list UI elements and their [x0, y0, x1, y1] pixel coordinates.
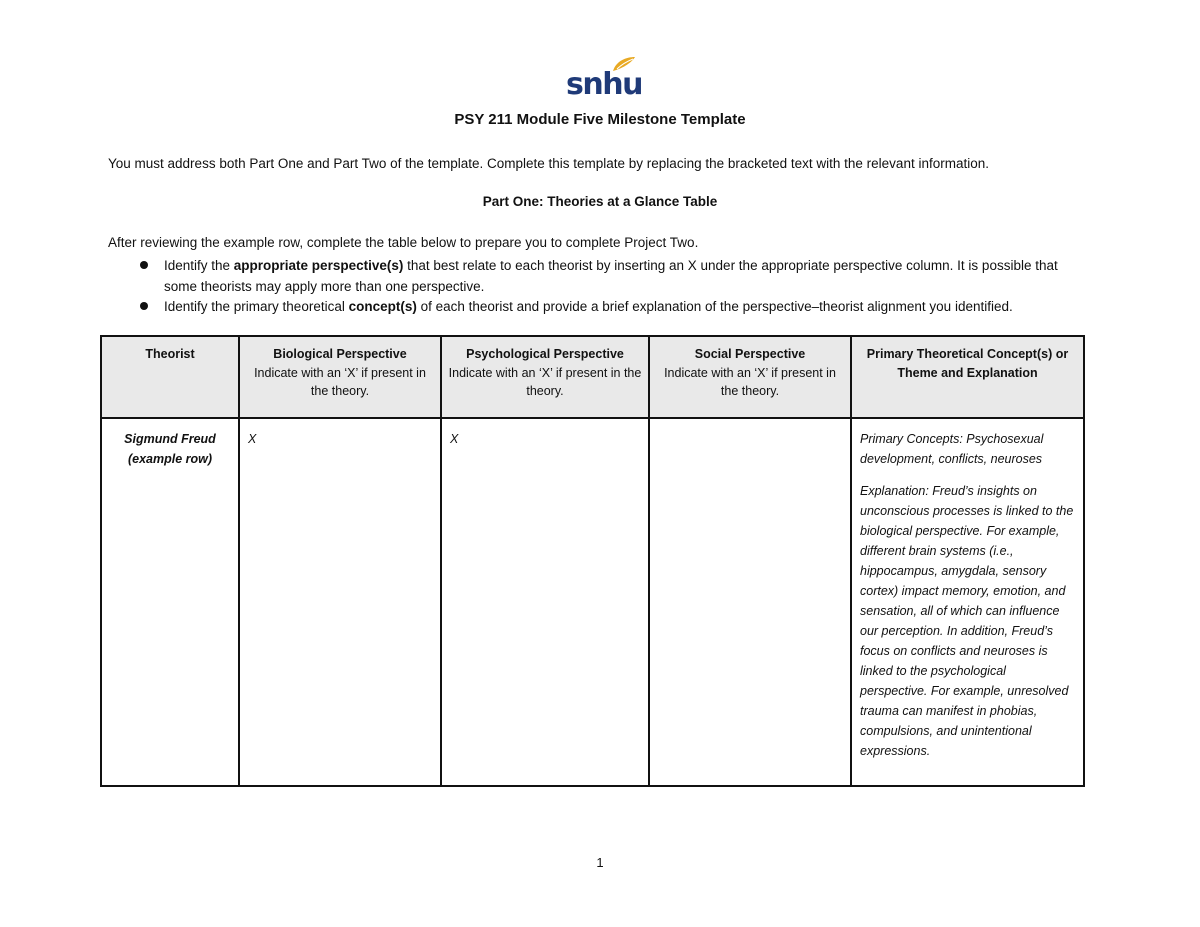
- header-title: Biological Perspective: [273, 347, 407, 361]
- header-theorist: Theorist: [101, 336, 239, 418]
- logo-wordmark: snhu: [566, 67, 642, 102]
- part-one-heading: Part One: Theories at a Glance Table: [482, 194, 718, 209]
- cell-biological[interactable]: X: [239, 418, 441, 786]
- bullet-emphasis: concept(s): [348, 299, 417, 314]
- list-item: [108, 256, 1088, 297]
- bullet-icon: [140, 261, 148, 269]
- header-concepts: Primary Theoretical Concept(s) or Theme and Explanation: [851, 336, 1084, 418]
- header-psychological: [441, 336, 649, 418]
- header-subtext: Indicate with an ‘X’ if present in the theory.: [664, 365, 836, 398]
- page-number: 1: [596, 855, 604, 870]
- cell-social[interactable]: [649, 418, 851, 786]
- instructions-lead: After reviewing the example row, complete the table below to prepare you to complete Project Two.: [108, 235, 699, 250]
- header-title: Psychological Perspective: [466, 347, 624, 361]
- explanation-text: Explanation: Freud’s insights on unconscious processes is linked to the biological perspective. For example, different brain systems (i.e., hippocampus, amygdala, sensory cortex) impact memory, emotion, and sensation, all of which can influence our perception. In addition, Freud’s focus on conflicts and neuroses is linked to the psychological perspective. For example, unresolved trauma can manifest in phobias, compulsions, and unintentional expressions.: [860, 484, 1074, 758]
- snhu-logo: [566, 56, 642, 104]
- header-subtext: Indicate with an ‘X’ if present in the theory.: [254, 365, 426, 398]
- bullet-text: Identify the primary theoretical: [164, 299, 349, 314]
- list-item: [108, 297, 1088, 318]
- bullet-emphasis: appropriate perspective(s): [233, 258, 404, 273]
- bullet-text: that best relate to each theorist by inserting an X under the appropriate perspective column. It is possible that some theorists may apply more than one perspective.: [164, 258, 1058, 294]
- bullet-text: Identify the: [164, 258, 234, 273]
- cell-psychological[interactable]: X: [441, 418, 649, 786]
- intro-paragraph: You must address both Part One and Part Two of the template. Complete this template by replacing the bracketed text with the relevant information.: [108, 156, 989, 171]
- header-biological: [239, 336, 441, 418]
- cell-concepts[interactable]: [851, 418, 1084, 786]
- instruction-list: [108, 256, 1088, 318]
- bullet-icon: [140, 302, 148, 310]
- header-subtext: Indicate with an ‘X’ if present in the theory.: [448, 365, 642, 398]
- header-title: Social Perspective: [694, 347, 806, 361]
- table-header-row: [101, 336, 1084, 418]
- table-row: [101, 418, 1084, 786]
- primary-concepts-text: Primary Concepts: Psychosexual development, conflicts, neuroses: [860, 432, 1044, 466]
- header-social: [649, 336, 851, 418]
- document-title: PSY 211 Module Five Milestone Template: [454, 111, 746, 128]
- theories-table: [100, 335, 1085, 787]
- bullet-text: of each theorist and provide a brief explanation of the perspective–theorist alignment you identified.: [416, 299, 1013, 314]
- cell-theorist[interactable]: Sigmund Freud (example row): [101, 418, 239, 786]
